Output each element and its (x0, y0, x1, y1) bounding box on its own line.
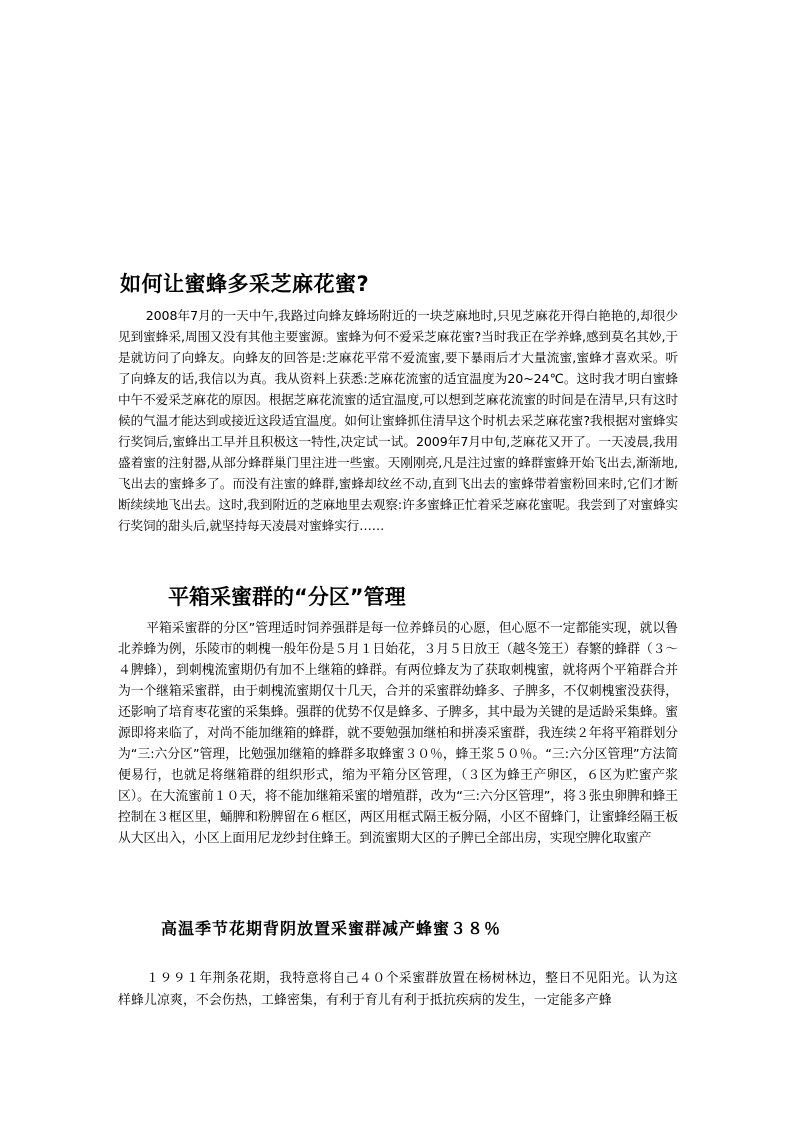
article-body-sesame-nectar: 2008年7月的一天中午,我路过向蜂友蜂场附近的一块芝麻地时,只见芝麻花开得白艳艳的,却很少见到蜜蜂采,周围又没有其他主要蜜源。蜜蜂为何不爱采芝麻花蜜?当时我正在学养蜂,感到莫名其妙,于是就访问了向蜂友。向蜂友的回答是:芝麻花平常不爱流蜜,要下暴雨后才大量流蜜,蜜蜂才喜欢采。听了向蜂友的话,我信以为真。我从资料上获悉:芝麻花流蜜的适宜温度为20~24℃。这时我才明白蜜蜂中午不爱采芝麻花的原因。根据芝麻花流蜜的适宜温度,可以想到芝麻花流蜜的时间是在清早,只有这时候的气温才能达到或接近这段适宜温度。如何让蜜蜂抓住清早这个时机去采芝麻花蜜?我根据对蜜蜂实行奖饲后,蜜蜂出工早并且积极这一特性,决定试一试。2009年7月中旬,芝麻花又开了。一天凌晨,我用盛着蜜的注射器,从部分蜂群巢门里注进一些蜜。天刚刚亮,凡是注过蜜的蜂群蜜蜂开始飞出去,渐渐地,飞出去的蜜蜂多了。而没有注蜜的蜂群,蜜蜂却纹丝不动,直到飞出去的蜜蜂带着蜜粉回来时,它们才断断续续地飞出去。这时,我到附近的芝麻地里去观察:许多蜜蜂正忙着采芝麻花蜜呢。我尝到了对蜜蜂实行奖饲的甜头后,就坚持每天凌晨对蜜蜂实行…… (118, 308, 678, 533)
article-title-shade-placement: 高温季节花期背阴放置采蜜群减产蜂蜜３８％ (161, 919, 502, 938)
article-body-partition-management: 平箱采蜜群的分区”管理适时饲养强群是每一位养蜂员的心愿，但心愿不一定都能实现，就以鲁北养蜂为例，乐陵市的刺槐一般年份是５月１日始花，３月５日放王（越冬笼王）春繁的蜂群（３～４脾蜂），到刺槐流蜜期仍有加不上继箱的蜂群。有两位蜂友为了获取刺槐蜜，就将两个平箱群合并为一个继箱采蜜群，由于刺槐流蜜期仅十几天，合并的采蜜群幼蜂多、子脾多，不仅刺槐蜜没获得，还影响了培育枣花蜜的采集蜂。强群的优势不仅是蜂多、子脾多，其中最为关键的是适龄采集蜂。蜜源即将来临了，对尚不能加继箱的蜂群，就不要勉强加继柏和拼凑采蜜群，我连续２年将平箱群划分为“三:六分区”管理，比勉强加继箱的蜂群多取蜂蜜３０％，蜂王浆５０％。“三:六分区管理”方法简便易行，也就足将继箱群的组织形式，缩为平箱分区管理，（３区为蜂王产卵区，６区为贮蜜产浆区）。在大流蜜前１０天，将不能加继箱采蜜的增殖群，改为“三:六分区管理”，将３张虫卵脾和蜂王控制在３框区里，蛹脾和粉脾留在６框区，两区用框式隔王板分隔，小区不留蜂门，让蜜蜂经隔王板从大区出入，小区上面用尼龙纱封住蜂王。到流蜜期大区的子脾已全部出房，实现空脾化取蜜产 (118, 621, 678, 846)
article-title-partition-management: 平箱采蜜群的“分区”管理 (168, 585, 406, 609)
article-body-shade-placement: １９９１年荆条花期，我特意将自己４０个采蜜群放置在杨树林边，整日不见阳光。认为这样蜂儿凉爽，不会伤热，工蜂密集，有利于育儿有利于抵抗疾病的发生，一定能多产蜂 (118, 971, 678, 1008)
article-title-sesame-nectar: 如何让蜜蜂多采芝麻花蜜? (120, 272, 370, 296)
